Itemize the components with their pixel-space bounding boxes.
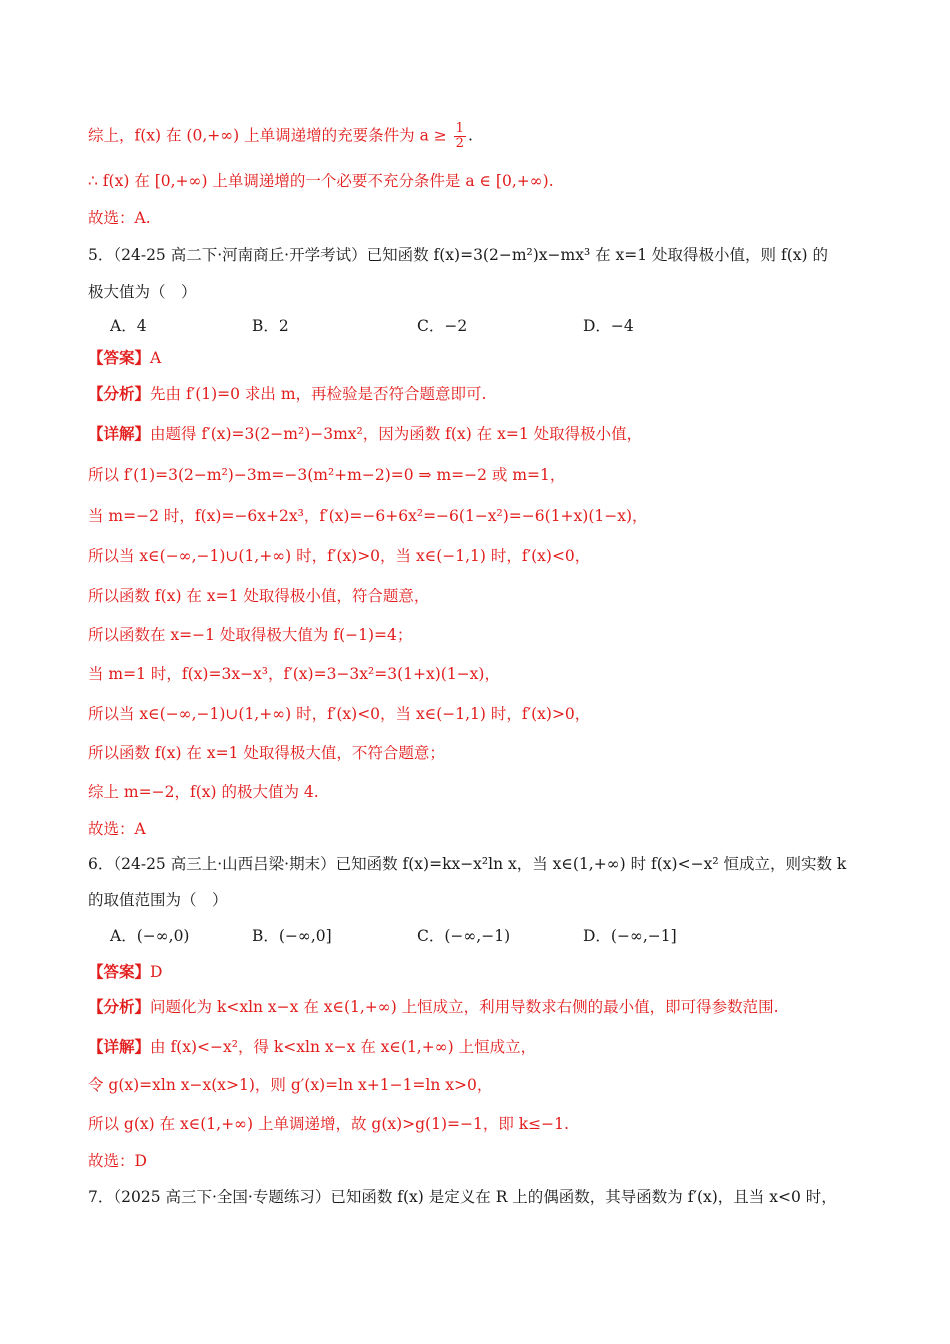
q5-answer-line — [88, 347, 888, 369]
q5-option-c: C．−2 — [417, 317, 468, 335]
q6-detail-label: 【详解】 — [88, 1037, 151, 1056]
q5-option-d: D．−4 — [583, 317, 634, 335]
q7-stem-line1: 7．（2025 高三下·全国·专题练习）已知函数 f(x) 是定义在 R 上的偶函数，其导函数为 f′(x)，且当 x<0 时， — [88, 1188, 837, 1206]
q6-analysis-text: 问题化为 k<xln x−x 在 x∈(1,+∞) 上恒成立，利用导数求右侧的最小值，即可得参数范围. — [150, 998, 779, 1016]
q5-step-2: 当 m=−2 时，f(x)=−6x+2x³，f′(x)=−6+6x²=−6(1−x²)=−6(1+x)(1−x)， — [88, 507, 648, 525]
q5-analysis-label: 【分析】 — [88, 384, 151, 403]
q5-stem-line2: 极大值为（ ） — [88, 283, 197, 301]
q5-answer-value: A — [150, 349, 162, 367]
fraction-denominator: 2 — [455, 136, 464, 151]
q5-choose-line: 故选：A — [88, 820, 146, 838]
q5-step-7: 所以当 x∈(−∞,−1)∪(1,+∞) 时，f′(x)<0，当 x∈(−1,1) 时，f′(x)>0， — [88, 705, 591, 723]
q5-analysis-line — [88, 383, 888, 405]
q5-step-8: 所以函数 f(x) 在 x=1 处取得极大值，不符合题意； — [88, 744, 445, 762]
q6-stem-line1: 6．（24-25 高三上·山西吕梁·期末）已知函数 f(x)=kx−x²ln x，当 x∈(1,+∞) 时 f(x)<−x² 恒成立，则实数 k — [88, 855, 847, 873]
conclusion-line — [88, 122, 888, 151]
q6-answer-line — [88, 961, 888, 983]
q6-detail-line — [88, 1036, 888, 1058]
q6-stem-line2: 的取值范围为（ ） — [88, 891, 228, 909]
conclusion-period: . — [467, 126, 473, 145]
q5-step-5: 所以函数在 x=−1 处取得极大值为 f(−1)=4； — [88, 626, 413, 644]
q5-step-3: 所以当 x∈(−∞,−1)∪(1,+∞) 时，f′(x)>0，当 x∈(−1,1) 时，f′(x)<0， — [88, 547, 591, 565]
fraction-one-half — [454, 122, 466, 151]
q5-option-a: A．4 — [110, 317, 147, 335]
q6-answer-value: D — [150, 963, 163, 981]
q6-option-c: C．(−∞,−1) — [417, 927, 511, 945]
q5-detail-text: 由题得 f′(x)=3(2−m²)−3mx²，因为函数 f(x) 在 x=1 处取得极小值， — [150, 425, 643, 443]
q6-option-d: D．(−∞,−1] — [583, 927, 677, 945]
choose-a-line: 故选：A. — [88, 209, 151, 227]
q6-analysis-line — [88, 996, 888, 1018]
q6-step-1: 令 g(x)=xln x−x(x>1)，则 g′(x)=ln x+1−1=ln x>0， — [88, 1076, 493, 1094]
fraction-numerator: 1 — [455, 121, 464, 136]
q6-detail-text: 由 f(x)<−x²，得 k<xln x−x 在 x∈(1,+∞) 上恒成立， — [150, 1038, 537, 1056]
q5-stem-line1: 5．（24-25 高二下·河南商丘·开学考试）已知函数 f(x)=3(2−m²)x−mx³ 在 x=1 处取得极小值，则 f(x) 的 — [88, 246, 828, 264]
q5-step-1: 所以 f′(1)=3(2−m²)−3m=−3(m²+m−2)=0 ⇒ m=−2 或 m=1， — [88, 466, 566, 484]
q5-answer-label: 【答案】 — [88, 348, 151, 367]
q6-analysis-label: 【分析】 — [88, 997, 151, 1016]
q5-detail-label: 【详解】 — [88, 424, 151, 443]
q5-analysis-text: 先由 f′(1)=0 求出 m，再检验是否符合题意即可. — [150, 385, 487, 403]
q5-step-4: 所以函数 f(x) 在 x=1 处取得极小值，符合题意， — [88, 587, 430, 605]
q6-option-a: A．(−∞,0) — [110, 927, 190, 945]
q6-step-2: 所以 g(x) 在 x∈(1,+∞) 上单调递增，故 g(x)>g(1)=−1，即 k≤−1. — [88, 1115, 569, 1133]
necessary-condition-line: ∴ f(x) 在 [0,+∞) 上单调递增的一个必要不充分条件是 a ∈ [0,+∞). — [88, 172, 554, 190]
q6-answer-label: 【答案】 — [88, 962, 151, 981]
q6-choose-line: 故选：D — [88, 1152, 147, 1170]
conclusion-text: 综上，f(x) 在 (0,+∞) 上单调递增的充要条件为 a ≥ — [88, 126, 452, 145]
q5-step-9: 综上 m=−2，f(x) 的极大值为 4. — [88, 783, 319, 801]
q6-option-b: B．(−∞,0] — [252, 927, 332, 945]
q5-detail-line — [88, 423, 888, 445]
q5-option-b: B．2 — [252, 317, 289, 335]
q5-step-6: 当 m=1 时，f(x)=3x−x³，f′(x)=3−3x²=3(1+x)(1−x)， — [88, 665, 500, 683]
